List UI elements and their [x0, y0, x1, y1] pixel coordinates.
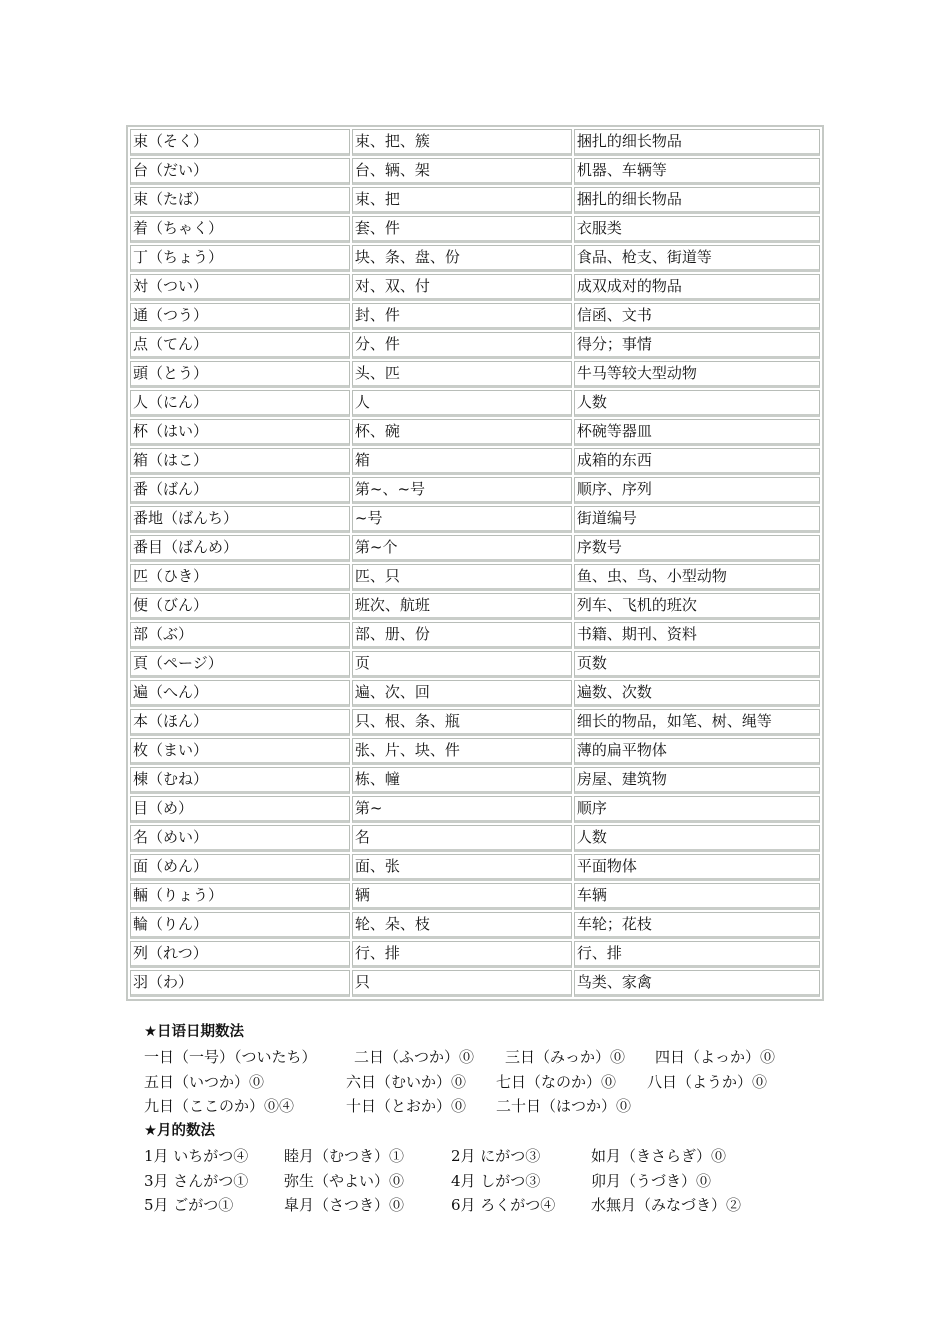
table-row — [130, 245, 820, 272]
usage-cell: 机器、车辆等 — [574, 158, 820, 185]
dates-line — [144, 1070, 768, 1095]
table-row — [130, 303, 820, 330]
date-entry: 二日（ふつか）⓪ — [354, 1047, 475, 1066]
counter-word-cell: 台（だい） — [130, 158, 350, 185]
table-row — [130, 419, 820, 446]
usage-cell: 顺序、序列 — [574, 477, 820, 504]
usage-cell: 行、排 — [574, 941, 820, 968]
usage-cell: 食品、枪支、街道等 — [574, 245, 820, 272]
table-row — [130, 854, 820, 881]
chinese-equivalent-cell: 块、条、盘、份 — [352, 245, 572, 272]
table-row — [130, 796, 820, 823]
counter-word-cell: 番（ばん） — [130, 477, 350, 504]
chinese-equivalent-cell: 分、件 — [352, 332, 572, 359]
usage-cell: 捆扎的细长物品 — [574, 187, 820, 214]
table-row — [130, 448, 820, 475]
counter-word-cell: 枚（まい） — [130, 738, 350, 765]
usage-cell: 牛马等较大型动物 — [574, 361, 820, 388]
counter-word-cell: 目（め） — [130, 796, 350, 823]
table-row — [130, 767, 820, 794]
month-entry: 皐月（さつき）⓪ — [284, 1196, 405, 1215]
chinese-equivalent-cell: 页 — [352, 651, 572, 678]
counter-words-table — [126, 125, 824, 1001]
table-row — [130, 477, 820, 504]
table-row — [130, 187, 820, 214]
usage-cell: 捆扎的细长物品 — [574, 129, 820, 156]
usage-cell: 顺序 — [574, 796, 820, 823]
chinese-equivalent-cell: 只 — [352, 970, 572, 997]
usage-cell: 人数 — [574, 390, 820, 417]
chinese-equivalent-cell: 第~个 — [352, 535, 572, 562]
counter-word-cell: 束（たば） — [130, 187, 350, 214]
counter-word-cell: 面（めん） — [130, 854, 350, 881]
table-row — [130, 738, 820, 765]
counter-word-cell: 匹（ひき） — [130, 564, 350, 591]
table-row — [130, 680, 820, 707]
chinese-equivalent-cell: 束、把 — [352, 187, 572, 214]
chinese-equivalent-cell: 头、匹 — [352, 361, 572, 388]
months-line — [144, 1169, 712, 1194]
dates-line — [144, 1045, 776, 1070]
chinese-equivalent-cell: 束、把、簇 — [352, 129, 572, 156]
usage-cell: 序数号 — [574, 535, 820, 562]
chinese-equivalent-cell: 第~ — [352, 796, 572, 823]
month-entry: 4月 しがつ③ — [451, 1171, 541, 1190]
counter-word-cell: 丁（ちょう） — [130, 245, 350, 272]
counter-word-cell: 部（ぶ） — [130, 622, 350, 649]
dates-heading: ★日语日期数法 — [144, 1024, 244, 1040]
chinese-equivalent-cell: 栋、幢 — [352, 767, 572, 794]
counter-word-cell: 便（びん） — [130, 593, 350, 620]
counter-word-cell: 頭（とう） — [130, 361, 350, 388]
counter-word-cell: 番地（ばんち） — [130, 506, 350, 533]
counter-word-cell: 点（てん） — [130, 332, 350, 359]
table-row — [130, 593, 820, 620]
usage-cell: 鸟类、家禽 — [574, 970, 820, 997]
counter-word-cell: 通（つう） — [130, 303, 350, 330]
table-row — [130, 216, 820, 243]
table-row — [130, 912, 820, 939]
month-entry: 6月 ろくがつ④ — [451, 1196, 556, 1215]
chinese-equivalent-cell: 班次、航班 — [352, 593, 572, 620]
date-entry: 五日（いつか）⓪ — [144, 1072, 265, 1091]
month-entry: 3月 さんがつ① — [144, 1171, 249, 1190]
counter-word-cell: 頁（ページ） — [130, 651, 350, 678]
date-entry: 一日（一号）（ついたち） — [144, 1047, 317, 1066]
usage-cell: 列车、飞机的班次 — [574, 593, 820, 620]
usage-cell: 车辆 — [574, 883, 820, 910]
month-entry: 如月（きさらぎ）⓪ — [591, 1146, 727, 1165]
chinese-equivalent-cell: 辆 — [352, 883, 572, 910]
table-row — [130, 941, 820, 968]
month-entry: 水無月（みなづき）② — [591, 1196, 742, 1215]
chinese-equivalent-cell: 封、件 — [352, 303, 572, 330]
chinese-equivalent-cell: 张、片、块、件 — [352, 738, 572, 765]
usage-cell: 人数 — [574, 825, 820, 852]
usage-cell: 成双成对的物品 — [574, 274, 820, 301]
table-row — [130, 883, 820, 910]
chinese-equivalent-cell: 第~、~号 — [352, 477, 572, 504]
table-row — [130, 129, 820, 156]
counter-table-body — [130, 129, 820, 997]
table-row — [130, 622, 820, 649]
usage-cell: 衣服类 — [574, 216, 820, 243]
counter-word-cell: 束（そく） — [130, 129, 350, 156]
month-entry: 卯月（うづき）⓪ — [591, 1171, 712, 1190]
chinese-equivalent-cell: 匹、只 — [352, 564, 572, 591]
month-entry: 睦月（むつき）① — [284, 1146, 405, 1165]
counter-word-cell: 名（めい） — [130, 825, 350, 852]
chinese-equivalent-cell: 行、排 — [352, 941, 572, 968]
table-row — [130, 564, 820, 591]
date-entry: 三日（みっか）⓪ — [505, 1047, 626, 1066]
counter-word-cell: 人（にん） — [130, 390, 350, 417]
usage-cell: 车轮；花枝 — [574, 912, 820, 939]
date-entry: 八日（ようか）⓪ — [647, 1072, 768, 1091]
counter-word-cell: 本（ほん） — [130, 709, 350, 736]
usage-cell: 信函、文书 — [574, 303, 820, 330]
months-line — [144, 1144, 727, 1169]
counter-word-cell: 羽（わ） — [130, 970, 350, 997]
date-entry: 七日（なのか）⓪ — [496, 1072, 617, 1091]
chinese-equivalent-cell: 名 — [352, 825, 572, 852]
chinese-equivalent-cell: 面、张 — [352, 854, 572, 881]
table-row — [130, 274, 820, 301]
counter-word-cell: 列（れつ） — [130, 941, 350, 968]
usage-cell: 细长的物品，如笔、树、绳等 — [574, 709, 820, 736]
chinese-equivalent-cell: 遍、次、回 — [352, 680, 572, 707]
usage-cell: 杯碗等器皿 — [574, 419, 820, 446]
chinese-equivalent-cell: 轮、朵、枝 — [352, 912, 572, 939]
table-row — [130, 506, 820, 533]
usage-cell: 平面物体 — [574, 854, 820, 881]
table-row — [130, 158, 820, 185]
usage-cell: 薄的扁平物体 — [574, 738, 820, 765]
date-entry: 九日（ここのか）⓪④ — [144, 1097, 295, 1116]
counter-word-cell: 輛（りょう） — [130, 883, 350, 910]
usage-cell: 遍数、次数 — [574, 680, 820, 707]
counter-word-cell: 番目（ばんめ） — [130, 535, 350, 562]
month-entry: 2月 にがつ③ — [451, 1146, 541, 1165]
dates-line — [144, 1094, 632, 1119]
table-row — [130, 825, 820, 852]
chinese-equivalent-cell: 人 — [352, 390, 572, 417]
month-entry: 1月 いちがつ④ — [144, 1146, 249, 1165]
usage-cell: 得分；事情 — [574, 332, 820, 359]
usage-cell: 街道编号 — [574, 506, 820, 533]
months-section — [144, 1119, 742, 1218]
month-entry: 5月 ごがつ① — [144, 1196, 234, 1215]
table-row — [130, 970, 820, 997]
counter-word-cell: 着（ちゃく） — [130, 216, 350, 243]
chinese-equivalent-cell: 部、册、份 — [352, 622, 572, 649]
table-row — [130, 709, 820, 736]
counter-word-cell: 杯（はい） — [130, 419, 350, 446]
table-row — [130, 390, 820, 417]
chinese-equivalent-cell: 对、双、付 — [352, 274, 572, 301]
dates-section — [144, 1020, 776, 1119]
months-line — [144, 1193, 742, 1218]
counter-word-cell: 箱（はこ） — [130, 448, 350, 475]
counter-word-cell: 対（つい） — [130, 274, 350, 301]
date-entry: 六日（むいか）⓪ — [346, 1072, 467, 1091]
chinese-equivalent-cell: 台、辆、架 — [352, 158, 572, 185]
chinese-equivalent-cell: 箱 — [352, 448, 572, 475]
usage-cell: 成箱的东西 — [574, 448, 820, 475]
usage-cell: 鱼、虫、鸟、小型动物 — [574, 564, 820, 591]
date-entry: 四日（よっか）⓪ — [655, 1047, 776, 1066]
counter-word-cell: 遍（へん） — [130, 680, 350, 707]
chinese-equivalent-cell: 套、件 — [352, 216, 572, 243]
chinese-equivalent-cell: 只、根、条、瓶 — [352, 709, 572, 736]
table-row — [130, 535, 820, 562]
table-row — [130, 361, 820, 388]
months-heading: ★月的数法 — [144, 1123, 215, 1139]
chinese-equivalent-cell: 杯、碗 — [352, 419, 572, 446]
table-row — [130, 651, 820, 678]
date-entry: 十日（とおか）⓪ — [346, 1097, 467, 1116]
usage-cell: 书籍、期刊、资料 — [574, 622, 820, 649]
date-entry: 二十日（はつか）⓪ — [496, 1097, 632, 1116]
usage-cell: 房屋、建筑物 — [574, 767, 820, 794]
counter-word-cell: 棟（むね） — [130, 767, 350, 794]
month-entry: 弥生（やよい）⓪ — [284, 1171, 405, 1190]
counter-word-cell: 輪（りん） — [130, 912, 350, 939]
chinese-equivalent-cell: ~号 — [352, 506, 572, 533]
table-row — [130, 332, 820, 359]
usage-cell: 页数 — [574, 651, 820, 678]
